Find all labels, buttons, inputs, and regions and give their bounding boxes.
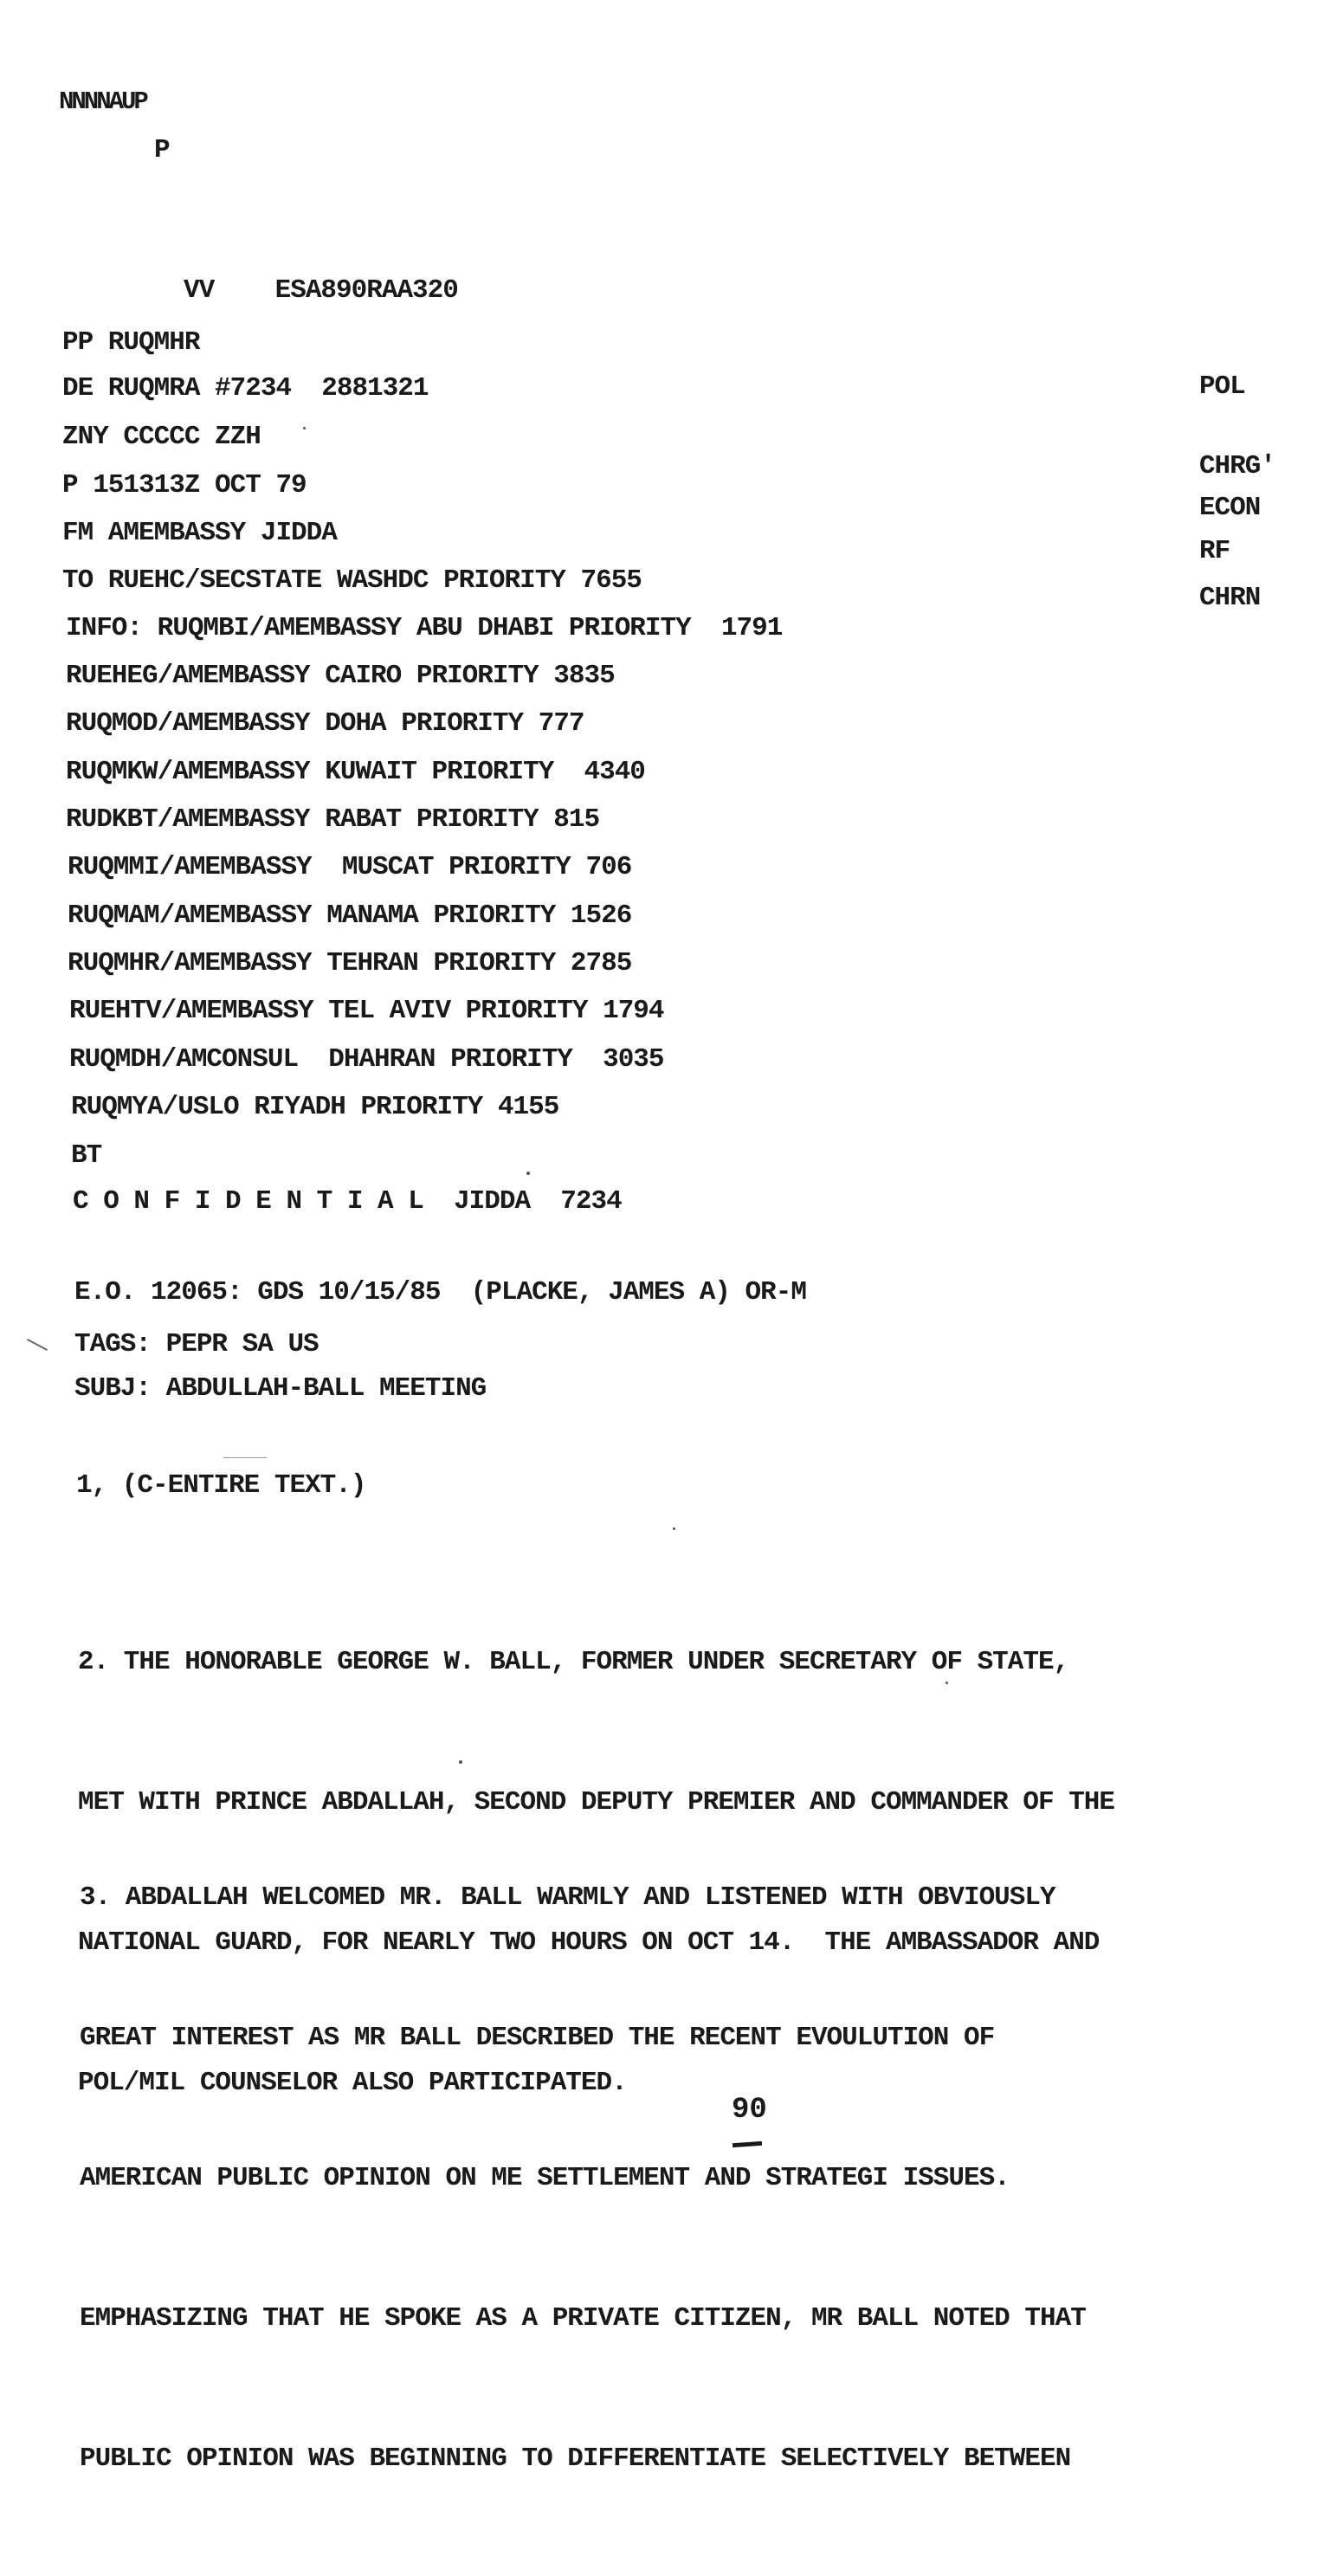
scan-speck (303, 427, 306, 429)
distribution-item: RUEHEG/AMEMBASSY CAIRO PRIORITY 3835 (66, 661, 615, 691)
routing-stamp-chrn: CHRN (1199, 583, 1261, 613)
paragraph-2-line: MET WITH PRINCE ABDALLAH, SECOND DEPUTY PREMIER AND COMMANDER OF THE (78, 1787, 1115, 1817)
bt-line: BT (71, 1140, 102, 1171)
routing-stamp-rf: RF (1199, 536, 1230, 566)
precedence-mark: P (154, 135, 170, 165)
routing-stamp-chrg: CHRG' (1199, 451, 1276, 481)
paragraph-2-line: 2. THE HONORABLE GEORGE W. BALL, FORMER UNDER SECRETARY OF STATE, (78, 1647, 1069, 1677)
distribution-item: RUQMOD/AMEMBASSY DOHA PRIORITY 777 (66, 708, 584, 739)
paragraph-1: 1, (C-ENTIRE TEXT.) (76, 1470, 366, 1501)
de-line: DE RUQMRA #7234 2881321 (62, 373, 429, 404)
paragraph-3 (80, 1781, 1086, 2576)
routing-code: NNNNAUP (59, 87, 146, 116)
routing-stamps (1199, 364, 1275, 623)
to-line: TO RUEHC/SECSTATE WASHDC PRIORITY 7655 (62, 565, 642, 596)
distribution-item: RUDKBT/AMEMBASSY RABAT PRIORITY 815 (66, 804, 600, 835)
distribution-item: RUQMHR/AMEMBASSY TEHRAN PRIORITY 2785 (68, 948, 632, 978)
scan-speck (526, 1172, 530, 1175)
scan-speck (459, 1760, 462, 1764)
vv-line: VV ESA890RAA320 (184, 275, 458, 306)
paragraph-3-line: PUBLIC OPINION WAS BEGINNING TO DIFFERENTIATE SELECTIVELY BETWEEN (80, 2444, 1071, 2474)
margin-scratch-mark (27, 1339, 48, 1351)
subj-line: SUBJ: ABDULLAH-BALL MEETING (74, 1373, 487, 1404)
paragraph-3-line: 3. ABDALLAH WELCOMED MR. BALL WARMLY AND LISTENED WITH OBVIOUSLY (80, 1882, 1055, 1913)
paragraph-3-line: AMERICAN PUBLIC OPINION ON ME SETTLEMENT AND STRATEGI ISSUES. (80, 2163, 1010, 2193)
classification-line: C O N F I D E N T I A L JIDDA 7234 (73, 1186, 622, 1217)
distribution-item: INFO: RUQMBI/AMEMBASSY ABU DHABI PRIORITY 1791 (66, 613, 783, 643)
distribution-item: RUEHTV/AMEMBASSY TEL AVIV PRIORITY 1794 (69, 996, 664, 1026)
tags-line: TAGS: PEPR SA US (74, 1329, 319, 1359)
date-line: P 151313Z OCT 79 (62, 470, 307, 500)
routing-stamp-econ: ECON (1199, 493, 1261, 523)
scan-smudge (223, 1457, 267, 1458)
paragraph-3-line: EMPHASIZING THAT HE SPOKE AS A PRIVATE CITIZEN, MR BALL NOTED THAT (80, 2303, 1086, 2334)
distribution-item: RUQMYA/USLO RIYADH PRIORITY 4155 (71, 1092, 559, 1122)
page-number: 90 (732, 2094, 767, 2127)
scan-speck (946, 1682, 948, 1684)
distribution-item: RUQMKW/AMEMBASSY KUWAIT PRIORITY 4340 (66, 757, 645, 787)
paragraph-3-line: GREAT INTEREST AS MR BALL DESCRIBED THE RECENT EVOULUTION OF (80, 2023, 995, 2053)
distribution-item: RUQMAM/AMEMBASSY MANAMA PRIORITY 1526 (68, 901, 632, 931)
from-line: FM AMEMBASSY JIDDA (62, 518, 337, 548)
eo-line: E.O. 12065: GDS 10/15/85 (PLACKE, JAMES A) OR-M (74, 1277, 806, 1307)
paragraph-2-line: POL/MIL COUNSELOR ALSO PARTICIPATED. (78, 2068, 627, 2098)
distribution-item: RUQMDH/AMCONSUL DHAHRAN PRIORITY 3035 (69, 1044, 664, 1075)
paragraph-2-line: NATIONAL GUARD, FOR NEARLY TWO HOURS ON OCT 14. THE AMBASSADOR AND (78, 1927, 1100, 1958)
zny-line: ZNY CCCCC ZZH (62, 422, 261, 452)
scan-speck (673, 1527, 675, 1530)
distribution-item: RUQMMI/AMEMBASSY MUSCAT PRIORITY 706 (68, 852, 632, 882)
pp-line: PP RUQMHR (62, 327, 200, 358)
routing-stamp-pol: POL (1199, 371, 1245, 402)
